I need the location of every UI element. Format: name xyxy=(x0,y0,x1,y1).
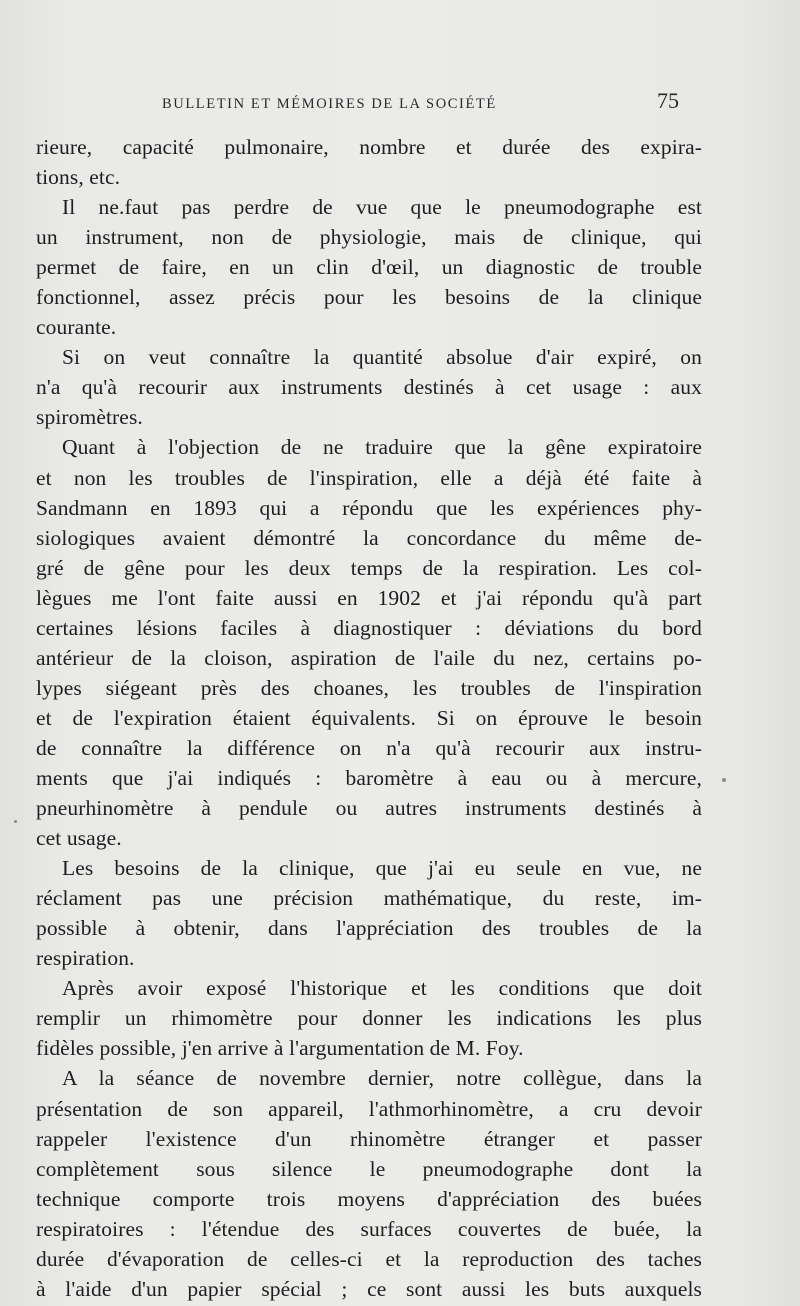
text-line: fonctionnel, assez précis pour les besoins de la clinique xyxy=(36,285,702,310)
text-line: siologiques avaient démontré la concordance du même de- xyxy=(36,525,702,550)
text-line: Après avoir exposé l'historique et les conditions que doit xyxy=(62,976,702,1001)
text-line: et non les troubles de l'inspiration, elle a déjà été faite à xyxy=(36,465,702,490)
text-line: gré de gêne pour les deux temps de la respiration. Les col- xyxy=(36,555,702,580)
text-line: complètement sous silence le pneumodographe dont la xyxy=(36,1156,702,1181)
text-line: à l'aide d'un papier spécial ; ce sont aussi les buts auxquels xyxy=(36,1276,702,1301)
text-line: réclament pas une précision mathématique, du reste, im- xyxy=(36,886,702,911)
text-line: Il ne.faut pas perdre de vue que le pneumodographe est xyxy=(62,195,702,220)
text-line: respiration. xyxy=(36,946,135,971)
page-number: 75 xyxy=(657,88,679,113)
text-line: courante. xyxy=(36,315,117,340)
text-line: cet usage. xyxy=(36,826,122,851)
page-header xyxy=(0,88,800,118)
text-line: n'a qu'à recourir aux instruments destinés à cet usage : aux xyxy=(36,375,702,400)
text-line: antérieur de la cloison, aspiration de l'aile du nez, certains po- xyxy=(36,645,702,670)
text-line: rieure, capacité pulmonaire, nombre et durée des expira- xyxy=(36,135,702,159)
text-line: durée d'évaporation de celles-ci et la reproduction des taches xyxy=(36,1246,702,1271)
text-line: respiratoires : l'étendue des surfaces couvertes de buée, la xyxy=(36,1216,702,1241)
text-line: remplir un rhimomètre pour donner les indications les plus xyxy=(36,1006,702,1031)
text-line: un instrument, non de physiologie, mais de clinique, qui xyxy=(36,225,702,250)
text-line: A la séance de novembre dernier, notre collègue, dans la xyxy=(62,1066,702,1091)
text-line: permet de faire, en un clin d'œil, un diagnostic de trouble xyxy=(36,255,702,280)
text-line: et de l'expiration étaient équivalents. Si on éprouve le besoin xyxy=(36,705,702,730)
text-line: fidèles possible, j'en arrive à l'argumentation de M. Foy. xyxy=(36,1036,524,1061)
text-line: tions, etc. xyxy=(36,165,121,190)
text-line: Quant à l'objection de ne traduire que la gêne expiratoire xyxy=(62,435,702,460)
text-line: lègues me l'ont faite aussi en 1902 et j'ai répondu qu'à part xyxy=(36,585,702,610)
text-line: pneurhinomètre à pendule ou autres instruments destinés à xyxy=(36,796,702,821)
text-line: lypes siégeant près des choanes, les troubles de l'inspiration xyxy=(36,675,702,700)
running-head: BULLETIN ET MÉMOIRES DE LA SOCIÉTÉ xyxy=(162,96,497,112)
text-line: Sandmann en 1893 qui a répondu que les expériences phy- xyxy=(36,495,702,520)
text-line: rappeler l'existence d'un rhinomètre étranger et passer xyxy=(36,1126,702,1151)
paper-speck xyxy=(722,778,726,782)
text-line: technique comporte trois moyens d'appréciation des buées xyxy=(36,1186,702,1211)
text-line: ments que j'ai indiqués : baromètre à eau ou à mercure, xyxy=(36,765,702,790)
text-line: spiromètres. xyxy=(36,405,143,430)
text-line: présentation de son appareil, l'athmorhinomètre, a cru devoir xyxy=(36,1096,702,1121)
text-line: possible à obtenir, dans l'appréciation des troubles de la xyxy=(36,916,702,941)
text-line: Si on veut connaître la quantité absolue d'air expiré, on xyxy=(62,345,702,370)
paper-speck xyxy=(14,820,17,823)
body-text xyxy=(36,132,702,1304)
text-line: de connaître la différence on n'a qu'à recourir aux instru- xyxy=(36,735,702,760)
text-line: certaines lésions faciles à diagnostiquer : déviations du bord xyxy=(36,615,702,640)
text-line: Les besoins de la clinique, que j'ai eu seule en vue, ne xyxy=(62,856,702,881)
